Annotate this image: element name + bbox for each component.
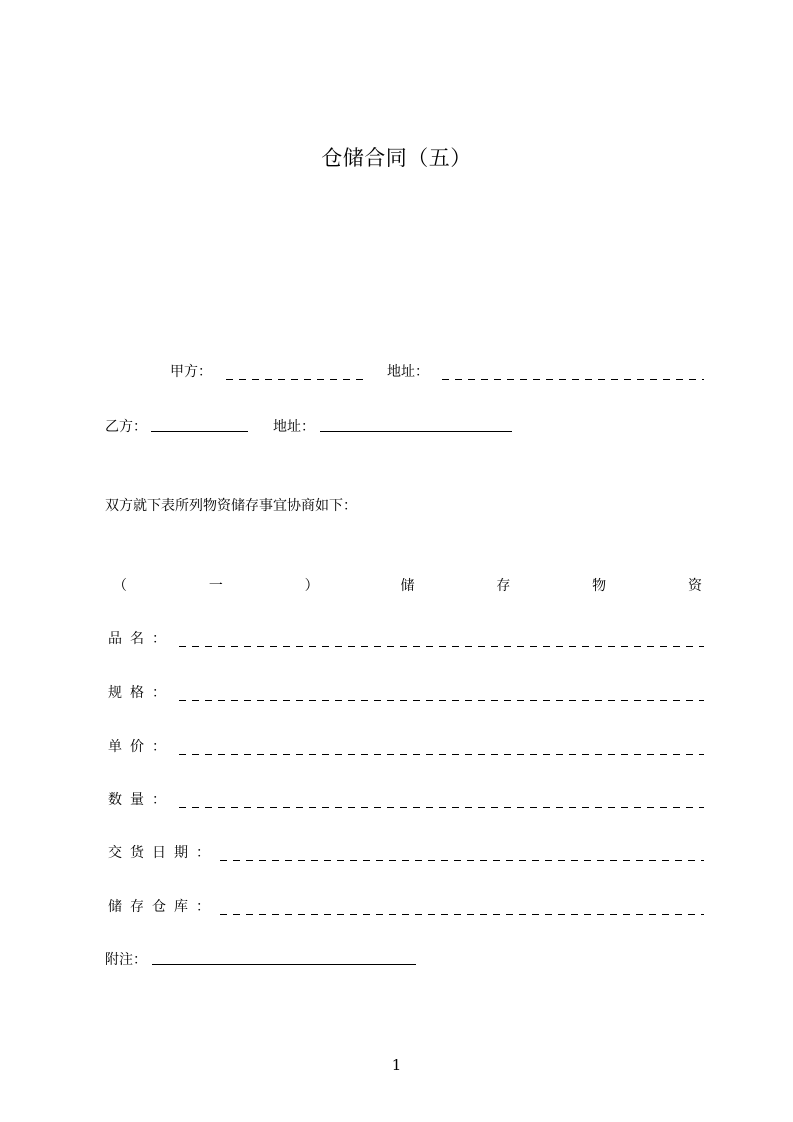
field-spec-blank	[179, 693, 704, 701]
field-quantity-blank	[179, 800, 704, 808]
note-label: 附注：	[105, 952, 147, 968]
field-delivery-date-blank	[220, 853, 704, 861]
party-a-address-label: 地址：	[387, 364, 429, 380]
section-char: ）	[304, 578, 319, 594]
party-b-label: 乙方：	[105, 419, 147, 435]
intro-text: 双方就下表所列物资储存事宜协商如下：	[105, 498, 357, 514]
section-char: 存	[496, 578, 511, 594]
field-spec-label: 规格：	[108, 685, 174, 701]
party-b-address-blank	[320, 417, 512, 432]
party-a-label: 甲方：	[170, 364, 212, 380]
section-heading	[113, 577, 702, 595]
party-a-address-blank	[442, 372, 704, 380]
party-b-address-label: 地址：	[273, 419, 315, 435]
section-char: 储	[400, 578, 415, 594]
field-delivery-date-label: 交货日期：	[108, 845, 218, 861]
document-title: 仓储合同（五）	[321, 146, 472, 170]
field-unit-price-blank	[179, 747, 704, 755]
party-b-blank	[151, 417, 248, 432]
note-blank	[152, 950, 416, 965]
field-quantity-label: 数量：	[108, 792, 174, 808]
section-char: 资	[687, 578, 702, 594]
field-warehouse-label: 储存仓库：	[108, 899, 218, 915]
field-name-label: 品名：	[108, 631, 174, 647]
section-char: 物	[592, 578, 607, 594]
page-number: 1	[391, 1056, 402, 1074]
field-unit-price-label: 单价：	[108, 739, 174, 755]
section-char: （	[113, 578, 127, 594]
section-char: 一	[208, 578, 223, 594]
field-name-blank	[179, 639, 704, 647]
party-a-blank	[226, 372, 366, 380]
field-warehouse-blank	[220, 907, 704, 915]
